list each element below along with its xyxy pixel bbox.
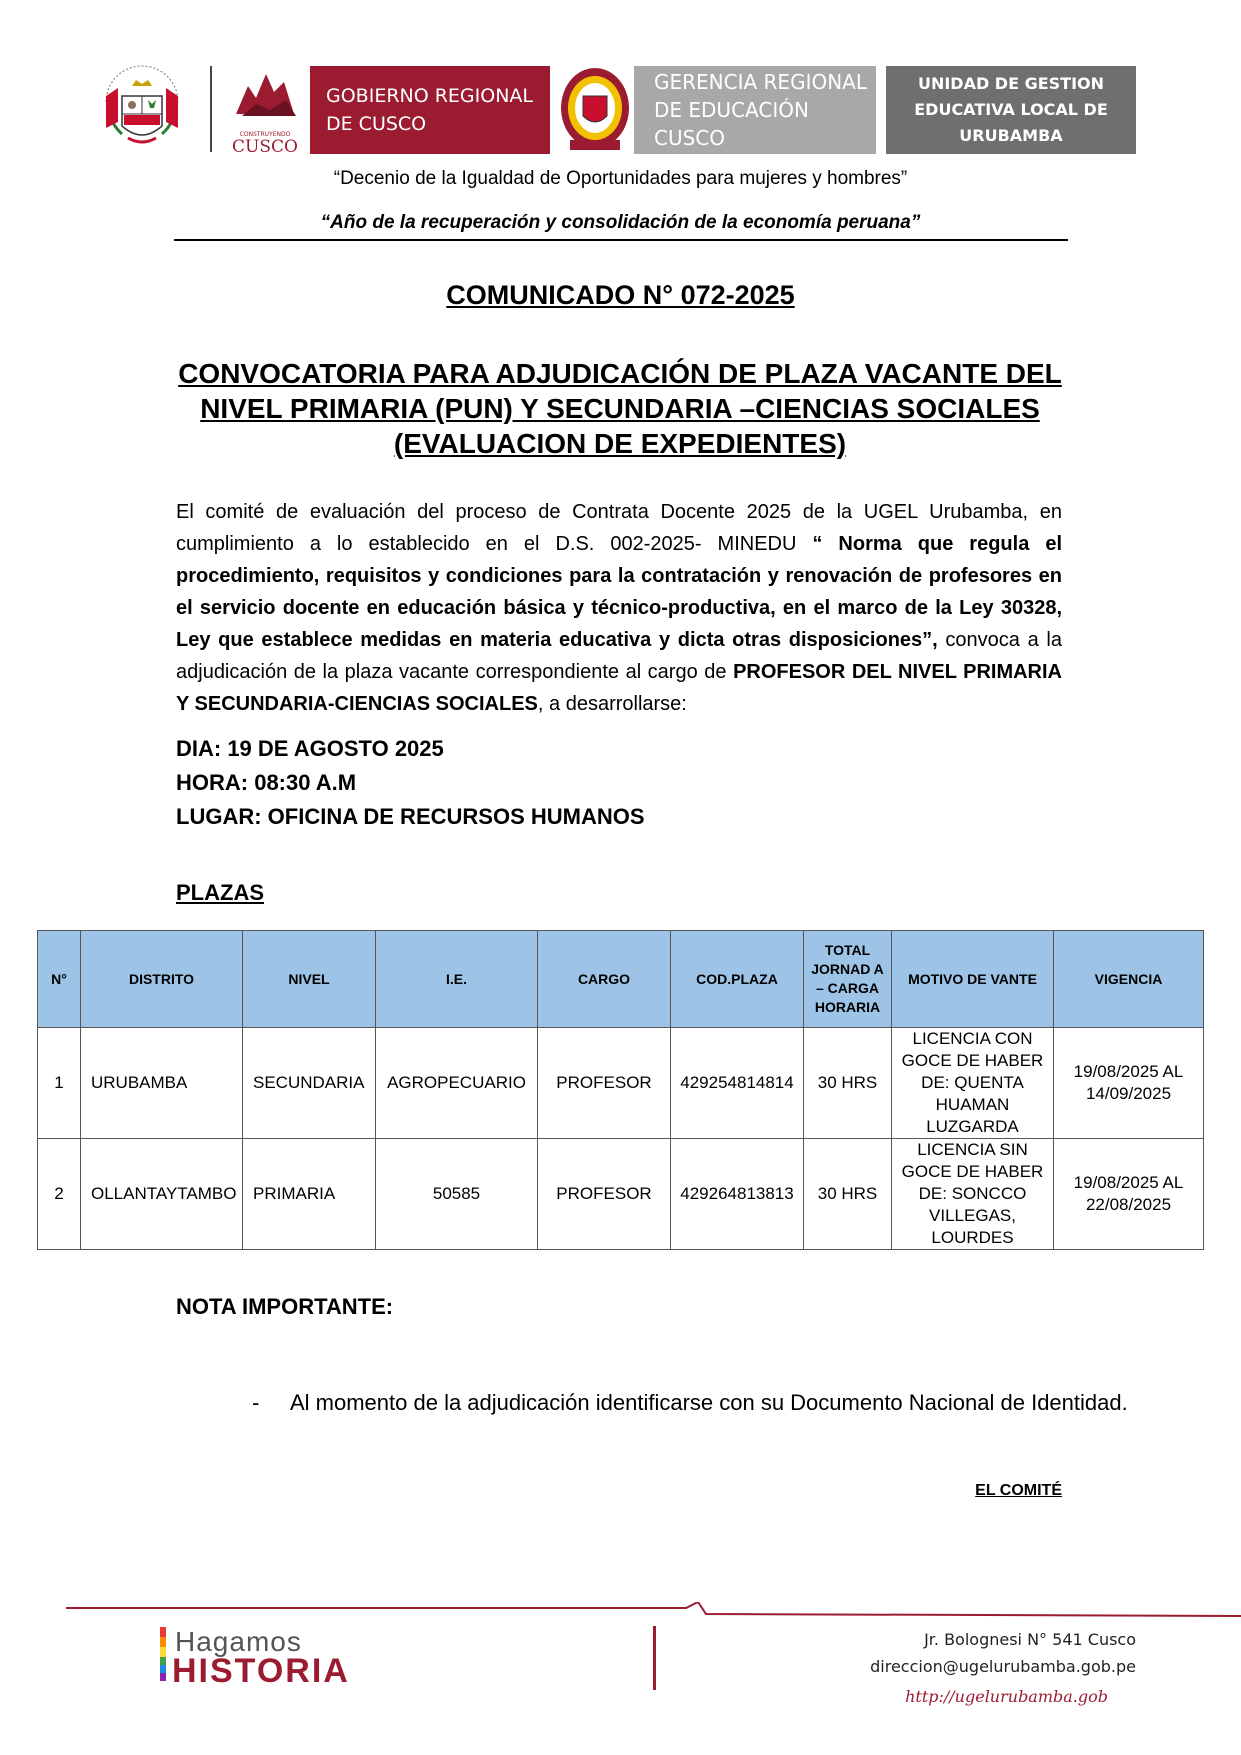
col-header-cod-plaza: COD.PLAZA bbox=[671, 931, 804, 1028]
col-header-ie: I.E. bbox=[376, 931, 538, 1028]
cell-motivo: LICENCIA CON GOCE DE HABER DE: QUENTA HUAMAN LUZGARDA bbox=[892, 1028, 1054, 1139]
header-separator bbox=[210, 66, 212, 152]
event-day: DIA: 19 DE AGOSTO 2025 bbox=[176, 736, 444, 761]
footer-website-link[interactable]: http://ugelurubamba.gob bbox=[905, 1687, 1108, 1706]
cell-distrito: URUBAMBA bbox=[81, 1028, 243, 1139]
gerencia-line-1: GERENCIA REGIONAL bbox=[654, 70, 867, 94]
event-time: HORA: 08:30 A.M bbox=[176, 770, 357, 795]
convocatoria-line-3: (EVALUACION DE EXPEDIENTES) bbox=[393, 428, 847, 459]
signature-comite: EL COMITÉ bbox=[975, 1482, 1062, 1499]
hagamos-color-bar bbox=[160, 1627, 166, 1681]
gobierno-line-2: DE CUSCO bbox=[326, 113, 427, 135]
col-header-vigencia: VIGENCIA bbox=[1054, 931, 1204, 1028]
col-header-numero: N° bbox=[38, 931, 81, 1028]
cell-nivel: PRIMARIA bbox=[243, 1139, 376, 1250]
cell-cargo: PROFESOR bbox=[538, 1139, 671, 1250]
plazas-table bbox=[37, 930, 1204, 1250]
plazas-title: PLAZAS bbox=[176, 880, 264, 905]
col-header-jornada: TOTAL JORNAD A – CARGA HORARIA bbox=[804, 931, 892, 1028]
footer-separator bbox=[653, 1626, 656, 1690]
cell-numero: 1 bbox=[38, 1028, 81, 1139]
cusco-region-logo bbox=[226, 64, 304, 156]
cell-jornada: 30 HRS bbox=[804, 1139, 892, 1250]
cell-vigencia: 19/08/2025 AL 14/09/2025 bbox=[1054, 1028, 1204, 1139]
body-text-3: , a desarrollarse: bbox=[537, 693, 687, 715]
decenio-slogan: “Decenio de la Igualdad de Oportunidades para mujeres y hombres” bbox=[333, 168, 908, 189]
col-header-cargo: CARGO bbox=[538, 931, 671, 1028]
footer-address: Jr. Bolognesi N° 541 Cusco bbox=[924, 1630, 1136, 1649]
cell-jornada: 30 HRS bbox=[804, 1028, 892, 1139]
nota-bullet: - bbox=[252, 1390, 260, 1415]
convocatoria-title bbox=[170, 356, 1070, 461]
convocatoria-line-2: NIVEL PRIMARIA (PUN) Y SECUNDARIA –CIENCIAS SOCIALES bbox=[200, 393, 1040, 424]
cell-numero: 2 bbox=[38, 1139, 81, 1250]
table-header-row bbox=[38, 931, 1204, 1028]
body-paragraph bbox=[176, 496, 1062, 720]
ugel-line-3: URUBAMBA bbox=[959, 126, 1063, 145]
cell-nivel: SECUNDARIA bbox=[243, 1028, 376, 1139]
header-divider bbox=[174, 239, 1068, 241]
cell-cod-plaza: 429264813813 bbox=[671, 1139, 804, 1250]
col-header-motivo: MOTIVO DE VANTE bbox=[892, 931, 1054, 1028]
col-header-nivel: NIVEL bbox=[243, 931, 376, 1028]
gerencia-regional-banner bbox=[634, 66, 876, 154]
table-row bbox=[38, 1028, 1204, 1139]
event-info bbox=[176, 732, 645, 834]
comunicado-title: COMUNICADO N° 072-2025 bbox=[446, 280, 795, 310]
footer-contact bbox=[800, 1626, 1136, 1680]
ugel-line-2: EDUCATIVA LOCAL DE bbox=[914, 100, 1108, 119]
ugel-banner bbox=[886, 66, 1136, 154]
cell-ie: AGROPECUARIO bbox=[376, 1028, 538, 1139]
hagamos-text: Hagamos bbox=[175, 1626, 302, 1657]
cell-ie: 50585 bbox=[376, 1139, 538, 1250]
peru-coat-of-arms-logo bbox=[92, 62, 192, 158]
body-text-1: El comité de evaluación del proceso de Contrata Docente 2025 de la UGEL Urubamba, en cumplimiento a lo establecido en el D.S. 002-2025- MINEDU bbox=[176, 501, 1062, 555]
footer-email[interactable]: direccion@ugelurubamba.gob.pe bbox=[870, 1657, 1136, 1676]
gerencia-line-2: DE EDUCACIÓN CUSCO bbox=[654, 98, 809, 150]
body-norma-bold: “ Norma que regula el procedimiento, requisitos y condiciones para la contratación y renovación de profesores en el servicio docente en educación básica y técnico-productiva, en el marco de la Ley 30328, Ley que establece medidas en materia educativa y dicta otras disposiciones”, bbox=[176, 533, 1062, 651]
convocatoria-line-1: CONVOCATORIA PARA ADJUDICACIÓN DE PLAZA VACANTE DEL bbox=[178, 358, 1062, 389]
svg-text:CONSTRUYENDO: CONSTRUYENDO bbox=[239, 131, 291, 138]
cusco-logo-text: CUSCO bbox=[232, 137, 298, 156]
gobierno-regional-banner bbox=[310, 66, 550, 154]
col-header-distrito: DISTRITO bbox=[81, 931, 243, 1028]
nota-title: NOTA IMPORTANTE: bbox=[176, 1294, 394, 1319]
cell-vigencia: 19/08/2025 AL 22/08/2025 bbox=[1054, 1139, 1204, 1250]
cell-cargo: PROFESOR bbox=[538, 1028, 671, 1139]
gobierno-line-1: GOBIERNO REGIONAL bbox=[326, 85, 534, 107]
body-text-2: convoca a la adjudicación de la plaza vacante correspondiente al cargo de bbox=[176, 629, 1062, 683]
cell-distrito: OLLANTAYTAMBO bbox=[81, 1139, 243, 1250]
anio-slogan: “Año de la recuperación y consolidación de la economía peruana” bbox=[320, 212, 921, 233]
cell-cod-plaza: 429254814814 bbox=[671, 1028, 804, 1139]
historia-text: HISTORIA bbox=[172, 1652, 350, 1690]
gerencia-educacion-seal bbox=[556, 64, 634, 156]
nota-item: Al momento de la adjudicación identificarse con su Documento Nacional de Identidad. bbox=[290, 1390, 1128, 1415]
ugel-line-1: UNIDAD DE GESTION bbox=[917, 74, 1105, 93]
table-row bbox=[38, 1139, 1204, 1250]
cell-motivo: LICENCIA SIN GOCE DE HABER DE: SONCCO VILLEGAS, LOURDES bbox=[892, 1139, 1054, 1250]
event-place: LUGAR: OFICINA DE RECURSOS HUMANOS bbox=[176, 804, 645, 829]
body-cargo-bold: PROFESOR DEL NIVEL PRIMARIA Y SECUNDARIA-CIENCIAS SOCIALES bbox=[176, 661, 1062, 715]
